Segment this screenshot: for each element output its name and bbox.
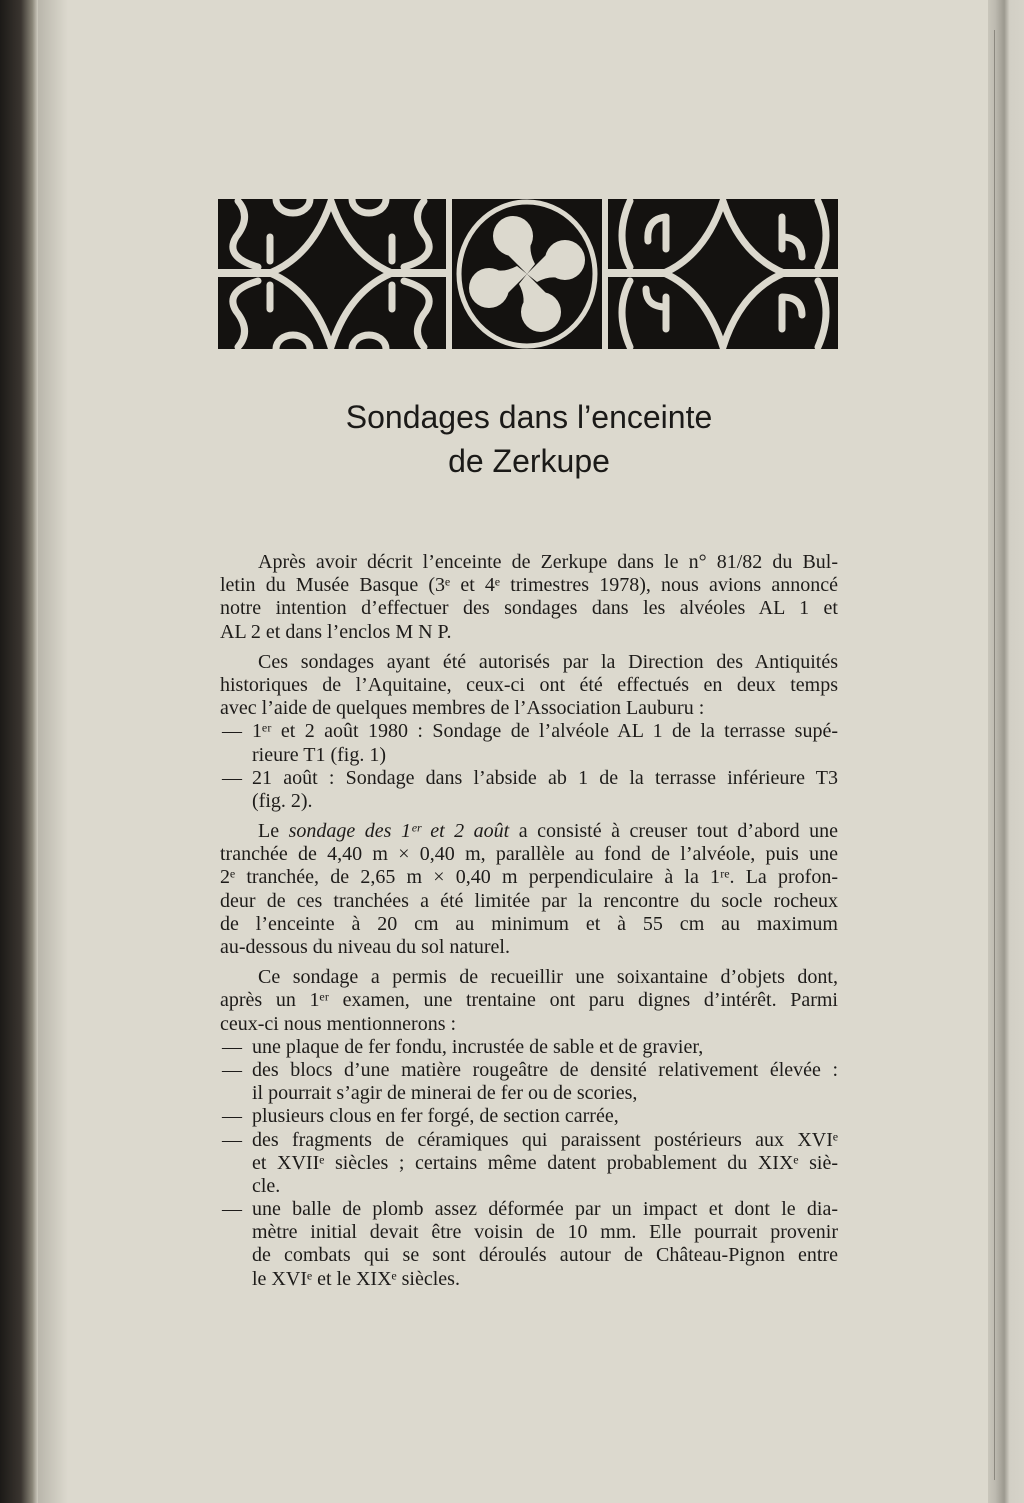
- text-run: des fragments de céramiques qui paraissent postérieurs aux XVIᵉ: [252, 1128, 838, 1151]
- text-run: tranchée de 4,40 m × 0,40 m, parallèle au fond de l’alvéole, puis une: [220, 843, 838, 866]
- text-line: [220, 651, 838, 674]
- text-run: historiques de l’Aquitaine, ceux-ci ont été effectués en deux temps: [220, 673, 838, 696]
- text-line: [220, 820, 838, 843]
- text-run: letin du Musée Basque (3ᵉ et 4ᵉ trimestres 1978), nous avions annoncé: [220, 574, 838, 597]
- paragraph: [220, 820, 838, 959]
- paragraph: [220, 966, 838, 1291]
- text-run: plusieurs clous en fer forgé, de section carrée,: [252, 1105, 619, 1128]
- text-run: Ces sondages ayant été autorisés par la Direction des Antiquités: [258, 650, 838, 673]
- text-line: [220, 1152, 838, 1175]
- text-run: 1ᵉʳ et 2 août 1980 : Sondage de l’alvéole AL 1 de la terrasse supé-: [252, 720, 838, 743]
- book-gutter: [38, 0, 68, 1503]
- facing-page-edge: [0, 0, 38, 1503]
- text-line: [220, 989, 838, 1012]
- text-line: [220, 913, 838, 936]
- page-stack-edge: [988, 0, 1024, 1503]
- list-dash: —: [222, 1058, 242, 1081]
- list-item: [220, 1036, 838, 1059]
- text-run: 21 août : Sondage dans l’abside ab 1 de la terrasse inférieure T3: [252, 766, 838, 789]
- text-line: [220, 936, 838, 959]
- text-line: [220, 966, 838, 989]
- title-line-1: Sondages dans l’enceinte: [345, 399, 713, 435]
- text-line: [220, 1105, 838, 1128]
- list-item: [220, 1129, 838, 1199]
- text-run: rieure T1 (fig. 1): [252, 743, 387, 766]
- text-line: [220, 1129, 838, 1152]
- text-line: [220, 697, 838, 720]
- list-dash: —: [222, 720, 242, 743]
- list-dash: —: [222, 1128, 242, 1151]
- text-run: et XVIIᵉ siècles ; certains même datent probablement du XIXᵉ siè-: [252, 1151, 838, 1174]
- text-run: après un 1ᵉʳ examen, une trentaine ont paru dignes d’intérêt. Parmi: [220, 989, 838, 1012]
- title-line-2: de Zerkupe: [448, 443, 610, 479]
- text-line: [220, 1221, 838, 1244]
- text-run: avec l’aide de quelques membres de l’Association Lauburu :: [220, 697, 705, 720]
- text-line: [220, 574, 838, 597]
- text-line: [220, 720, 838, 743]
- text-run: AL 2 et dans l’enclos M N P.: [220, 620, 452, 643]
- text-line: [220, 551, 838, 574]
- list-dash: —: [222, 1035, 242, 1058]
- article-title: [220, 395, 838, 483]
- text-line: [220, 843, 838, 866]
- text-line: [220, 767, 838, 790]
- text-run: des blocs d’une matière rougeâtre de densité relativement élevée :: [252, 1058, 838, 1081]
- text-run: a consisté à creuser tout d’abord une: [509, 820, 839, 843]
- text-run: le XVIᵉ et le XIXᵉ siècles.: [252, 1267, 460, 1290]
- text-line: [220, 1198, 838, 1221]
- list-dash: —: [222, 1105, 242, 1128]
- text-run: une balle de plomb assez déformée par un impact et dont le dia-: [252, 1198, 838, 1221]
- list-item: [220, 720, 838, 766]
- text-line: [220, 890, 838, 913]
- text-line: [220, 790, 838, 813]
- text-line: [220, 1036, 838, 1059]
- text-run: (fig. 2).: [252, 789, 313, 812]
- text-run: notre intention d’effectuer des sondages dans les alvéoles AL 1 et: [220, 597, 838, 620]
- text-line: [220, 674, 838, 697]
- text-run: Le: [258, 820, 289, 843]
- text-run: il pourrait s’agir de minerai de fer ou de scories,: [252, 1082, 638, 1105]
- text-run: de l’enceinte à 20 cm au minimum et à 55 cm au maximum: [220, 912, 838, 935]
- basque-lauburu-frieze-icon: [218, 197, 839, 351]
- text-line: [220, 621, 838, 644]
- text-run: au-dessous du niveau du sol naturel.: [220, 936, 510, 958]
- text-line: [220, 866, 838, 889]
- list-dash: —: [222, 1198, 242, 1221]
- text-run: de combats qui se sont déroulés autour de Château-Pignon entre: [252, 1244, 838, 1267]
- list-item: [220, 1059, 838, 1105]
- text-run: mètre initial devait être voisin de 10 mm. Elle pourrait provenir: [252, 1221, 838, 1244]
- text-line: [220, 1059, 838, 1082]
- text-line: [220, 1175, 838, 1198]
- text-run: une plaque de fer fondu, incrustée de sable et de gravier,: [252, 1035, 704, 1058]
- list-item: [220, 767, 838, 813]
- text-line: [220, 1013, 838, 1036]
- text-line: [220, 1244, 838, 1267]
- text-run: 2ᵉ tranchée, de 2,65 m × 0,40 m perpendiculaire à la 1ʳᵉ. La profon-: [220, 866, 838, 889]
- list-item: [220, 1198, 838, 1291]
- italic-text: sondage des 1ᵉʳ et 2 août: [288, 820, 510, 843]
- article-body: [220, 551, 838, 1298]
- text-run: Après avoir décrit l’enceinte de Zerkupe dans le n° 81/82 du Bul-: [258, 551, 838, 573]
- text-line: [220, 597, 838, 620]
- text-line: [220, 1082, 838, 1105]
- text-line: [220, 744, 838, 767]
- list-item: [220, 1105, 838, 1128]
- paragraph: [220, 551, 838, 644]
- text-run: Ce sondage a permis de recueillir une soixantaine d’objets dont,: [258, 966, 838, 989]
- text-run: cle.: [252, 1174, 281, 1197]
- text-run: deur de ces tranchées a été limitée par la rencontre du socle rocheux: [220, 889, 838, 912]
- text-line: [220, 1268, 838, 1291]
- list-dash: —: [222, 766, 242, 789]
- text-run: ceux-ci nous mentionnerons :: [220, 1012, 457, 1035]
- paragraph: [220, 651, 838, 813]
